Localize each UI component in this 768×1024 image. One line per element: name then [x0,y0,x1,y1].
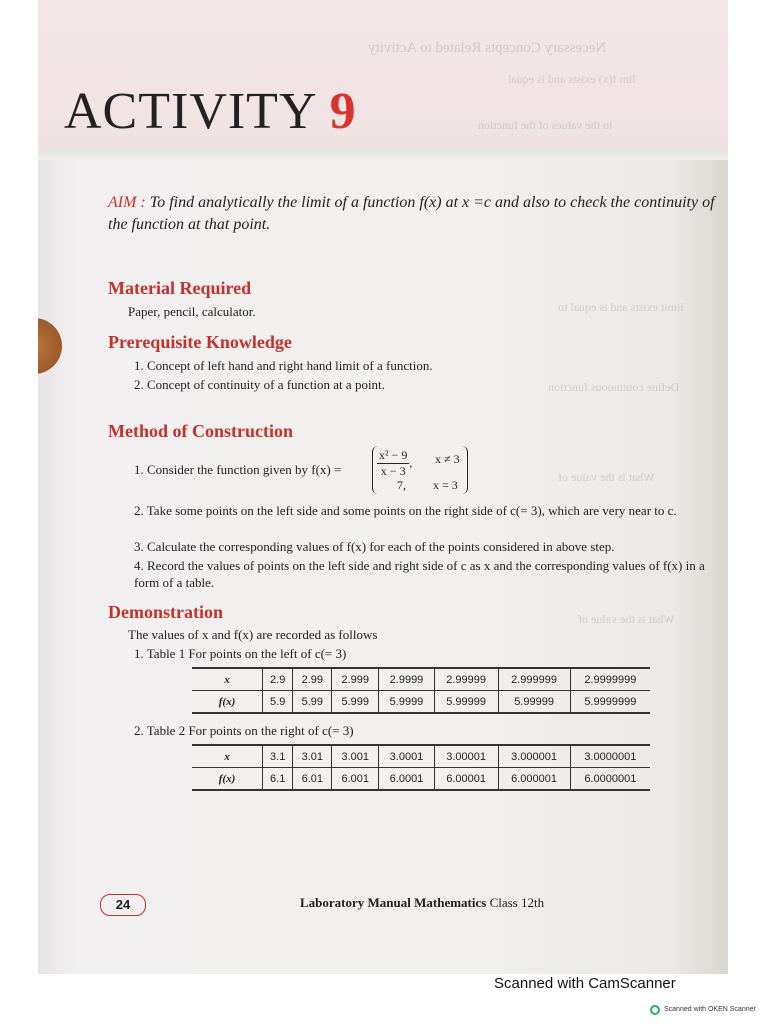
oken-logo-icon [650,1005,660,1015]
table-cell: 6.00001 [434,768,498,791]
table-cell: 6.0000001 [570,768,650,791]
table-cell: 2.9999 [379,668,434,691]
bleed-through-text: What is the value of [558,470,655,484]
table-cell: 3.000001 [498,745,570,768]
table-cell: 5.99999 [434,691,498,714]
table-cell: 6.1 [263,768,293,791]
table-right-of-c [192,744,650,791]
table-cell: 3.1 [263,745,293,768]
table-cell: 3.001 [332,745,379,768]
table-cell: 6.001 [332,768,379,791]
method-item-4: 4. Record the values of points on the left side and right side of c as x and the corresponding values of f(x) in a form of a table. [134,558,705,590]
table-cell: 2.99999 [434,668,498,691]
table-cell-label: f(x) [192,768,263,791]
page-number: 24 [100,894,146,916]
table-cell: 6.0001 [379,768,434,791]
table-cell: 3.00001 [434,745,498,768]
activity-word: ACTIVITY [64,83,316,140]
scanned-page [38,0,728,974]
prerequisite-item: 2. Concept of continuity of a function at a point. [134,377,385,392]
table-cell: 2.9999999 [570,668,650,691]
table-row-x [192,745,650,768]
method-item-2: 2. Take some points on the left side and some points on the right side of c(= 3), which are very near to c. [134,503,677,518]
bleed-through-text: Necessary Concepts Related to Activity [368,40,607,56]
material-heading: Material Required [108,278,252,298]
oken-watermark: Scanned with OKEN Scanner [664,1006,756,1013]
table-cell: 5.9 [263,691,293,714]
bleed-through-text: lim f(x) exists and is equal [508,72,636,86]
method-heading: Method of Construction [108,421,293,441]
piecewise-fraction: $\frac{\text{x² − 9}}{x - 3}$ , [379,448,413,478]
bleed-through-text: limit exists and is equal to [558,300,684,314]
material-text: Paper, pencil, calculator. [128,304,256,319]
table-cell: 2.999 [332,668,379,691]
table-row-fx [192,691,650,714]
header-divider [38,150,728,160]
table-cell: 3.01 [293,745,332,768]
method-item-1: 1. Consider the function given by f(x) = [134,462,342,477]
table-cell: 5.9999999 [570,691,650,714]
activity-title [64,82,357,141]
table-row-fx [192,768,650,791]
footer-title-text: Laboratory Manual Mathematics [300,895,487,910]
camscanner-watermark: Scanned with CamScanner [494,975,676,992]
table2-caption: 2. Table 2 For points on the right of c(= 3) [134,723,354,738]
table-cell: 5.99 [293,691,332,714]
aim-statement [108,192,718,236]
footer-book-title [300,895,544,911]
aim-text: To find analytically the limit of a function f(x) at x =c and also to check the continuity of the function at that point. [108,194,715,233]
table-cell: 6.000001 [498,768,570,791]
fraction-denominator: x − 3 [380,464,406,478]
prerequisite-heading: Prerequisite Knowledge [108,332,292,352]
table-cell: 5.999 [332,691,379,714]
bleed-through-text: Define continuous function [548,380,680,394]
table-cell: 2.9 [263,668,293,691]
table1-caption: 1. Table 1 For points on the left of c(= 3) [134,646,347,661]
table-cell-label: x [192,668,263,691]
prerequisite-item: 1. Concept of left hand and right hand limit of a function. [134,358,433,373]
footer-class-label: Class 12th [489,895,545,910]
table-cell: 2.99 [293,668,332,691]
demonstration-heading: Demonstration [108,602,223,622]
table-cell: 5.9999 [379,691,434,714]
piecewise-condition-2: x = 3 [433,478,458,492]
table-left-of-c [192,667,650,714]
bleed-through-text: to the values of the function [478,118,613,132]
finger-shadow [38,318,62,374]
table-cell-label: x [192,745,263,768]
piecewise-condition-1: x ≠ 3 [435,452,460,466]
demonstration-intro: The values of x and f(x) are recorded as follows [128,627,378,642]
activity-number: 9 [329,83,357,140]
table-cell: 6.01 [293,768,332,791]
fraction-numerator: x² − 9 [379,448,408,462]
table-cell: 5.99999 [498,691,570,714]
method-item-3: 3. Calculate the corresponding values of f(x) for each of the points considered in above step. [134,539,615,554]
table-cell: 2.999999 [498,668,570,691]
piecewise-function [372,446,468,494]
table-row-x [192,668,650,691]
table-cell: 3.0001 [379,745,434,768]
table-cell: 3.0000001 [570,745,650,768]
bleed-through-text: What is the value of [578,612,675,626]
table-cell-label: f(x) [192,691,263,714]
piecewise-value-2: 7, [397,478,406,492]
aim-label: AIM : [108,194,146,211]
